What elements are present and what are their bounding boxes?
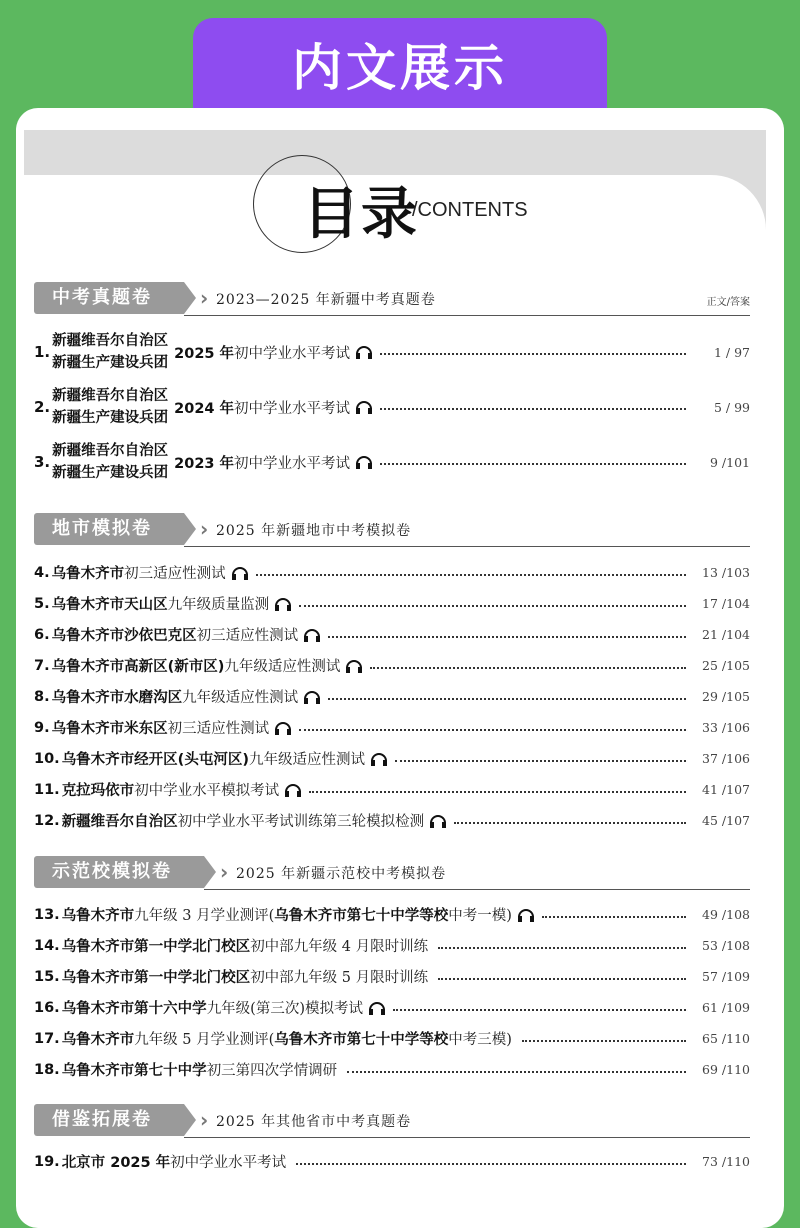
section-header-jiejian <box>34 1098 754 1142</box>
item-region: 乌鲁木齐市经开区(头屯河区) <box>61 752 249 768</box>
item-number: 15. <box>34 968 60 985</box>
item-page: 73 /110 <box>702 1154 750 1169</box>
item-region: 乌鲁木齐市米东区 <box>51 721 168 737</box>
section-header-dishi <box>34 507 754 551</box>
item-region: 新疆维吾尔自治区 新疆生产建设兵团 <box>52 443 169 481</box>
section-tag: 借鉴拓展卷 <box>34 1104 184 1136</box>
leader-dots <box>393 1009 686 1011</box>
item-page: 13 /103 <box>702 565 750 580</box>
item-number: 1. <box>34 343 51 361</box>
section-subtitle: 2023—2025 年新疆中考真题卷 <box>216 292 436 308</box>
leader-dots <box>380 463 686 465</box>
item-number: 18. <box>34 1061 60 1078</box>
section-tag: 示范校模拟卷 <box>34 856 204 888</box>
item-title: 初三第四次学情调研 <box>206 1063 338 1079</box>
leader-dots <box>395 760 686 762</box>
item-title: 初中学业水平模拟考试 <box>134 783 280 799</box>
item-page: 41 /107 <box>702 782 750 797</box>
item-number: 12. <box>34 812 60 829</box>
item-page: 9 /101 <box>710 454 750 470</box>
leader-dots <box>522 1040 686 1042</box>
item-page: 25 /105 <box>702 658 750 673</box>
toc-item[interactable] <box>34 966 750 987</box>
item-region: 乌鲁木齐市第一中学北门校区 <box>61 970 251 986</box>
toc-item[interactable] <box>34 717 750 738</box>
item-region: 新疆维吾尔自治区 新疆生产建设兵团 <box>52 388 169 426</box>
section-subtitle: 2025 年新疆示范校中考模拟卷 <box>236 866 447 882</box>
item-title-suffix: 中考三模) <box>448 1032 512 1048</box>
item-number: 3. <box>34 453 51 471</box>
item-title: 初三适应性测试 <box>167 721 270 737</box>
item-region: 乌鲁木齐市 <box>61 1032 135 1048</box>
item-region: 乌鲁木齐市沙依巴克区 <box>51 628 197 644</box>
item-page: 5 / 99 <box>713 399 750 415</box>
chevron-icon: › <box>200 1108 209 1132</box>
headphone-icon <box>356 456 370 468</box>
section-tag: 地市模拟卷 <box>34 513 184 545</box>
item-year: 2024 年 <box>174 400 235 417</box>
column-label: 正文/答案 <box>706 297 750 308</box>
item-region: 新疆维吾尔自治区 新疆生产建设兵团 <box>52 333 169 371</box>
item-title: 初中学业水平考试 <box>234 455 351 472</box>
toc-item[interactable] <box>34 330 750 374</box>
chevron-icon: › <box>200 286 209 310</box>
headphone-icon <box>304 691 318 703</box>
item-year: 2025 年 <box>174 345 235 362</box>
headphone-icon <box>369 1002 383 1014</box>
toc-item[interactable] <box>34 904 750 925</box>
item-number: 19. <box>34 1153 60 1170</box>
divider <box>184 315 750 316</box>
headphone-icon <box>356 346 370 358</box>
item-title: 九年级(第三次)模拟考试 <box>206 1001 364 1017</box>
headphone-icon <box>356 401 370 413</box>
item-page: 53 /108 <box>702 938 750 953</box>
item-region: 乌鲁木齐市第十六中学 <box>61 1001 207 1017</box>
headphone-icon <box>275 722 289 734</box>
item-region: 乌鲁木齐市天山区 <box>51 597 168 613</box>
toc-item[interactable] <box>34 935 750 956</box>
item-page: 37 /106 <box>702 751 750 766</box>
leader-dots <box>438 947 686 949</box>
toc-item[interactable] <box>34 1028 750 1049</box>
item-title: 初中学业水平考试 <box>234 400 351 417</box>
headphone-icon <box>430 815 444 827</box>
chevron-icon: › <box>220 860 229 884</box>
item-page: 61 /109 <box>702 1000 750 1015</box>
toc-item[interactable] <box>34 997 750 1018</box>
item-school: 乌鲁木齐市第七十中学等校 <box>274 908 449 924</box>
item-region: 乌鲁木齐市第七十中学 <box>61 1063 207 1079</box>
leader-dots <box>347 1071 686 1073</box>
banner-title: 内文展示 <box>193 18 607 110</box>
leader-dots <box>542 916 686 918</box>
item-title: 九年级 3 月学业测评( <box>134 908 275 924</box>
item-title-suffix: 中考一模) <box>448 908 512 924</box>
toc-item[interactable] <box>34 686 750 707</box>
toc-item[interactable] <box>34 440 750 484</box>
toc-item[interactable] <box>34 655 750 676</box>
leader-dots <box>380 353 686 355</box>
item-page: 21 /104 <box>702 627 750 642</box>
item-title: 初中学业水平考试 <box>234 345 351 362</box>
item-number: 8. <box>34 688 50 705</box>
item-title: 九年级适应性测试 <box>182 690 299 706</box>
chevron-icon: › <box>200 517 209 541</box>
chevron-icon <box>184 282 196 314</box>
headphone-icon <box>346 660 360 672</box>
divider <box>184 1137 750 1138</box>
headphone-icon <box>518 909 532 921</box>
toc-title: 目录 <box>303 181 419 247</box>
item-number: 10. <box>34 750 60 767</box>
item-page: 29 /105 <box>702 689 750 704</box>
leader-dots <box>256 574 686 576</box>
item-page: 65 /110 <box>702 1031 750 1046</box>
leader-dots <box>370 667 686 669</box>
item-title: 初中学业水平考试 <box>170 1155 287 1171</box>
item-title: 九年级适应性测试 <box>248 752 365 768</box>
toc-subtitle: /CONTENTS <box>412 199 528 221</box>
leader-dots <box>328 698 686 700</box>
leader-dots <box>380 408 686 410</box>
item-page: 33 /106 <box>702 720 750 735</box>
item-region: 乌鲁木齐市水磨沟区 <box>51 690 183 706</box>
item-title: 初三适应性测试 <box>124 566 226 582</box>
item-region: 北京市 2025 年 <box>61 1155 171 1171</box>
divider <box>184 546 750 547</box>
item-region: 克拉玛依市 <box>61 783 135 799</box>
item-page: 1 / 97 <box>713 344 750 360</box>
item-number: 9. <box>34 719 50 736</box>
section-tag: 中考真题卷 <box>34 282 184 314</box>
leader-dots <box>299 729 686 731</box>
item-region: 乌鲁木齐市高新区(新市区) <box>51 659 225 675</box>
item-title: 九年级质量监测 <box>167 597 270 613</box>
item-page: 17 /104 <box>702 596 750 611</box>
leader-dots <box>296 1163 686 1165</box>
item-number: 14. <box>34 937 60 954</box>
toc-item[interactable] <box>34 748 750 769</box>
item-number: 17. <box>34 1030 60 1047</box>
item-number: 6. <box>34 626 50 643</box>
item-number: 2. <box>34 398 51 416</box>
toc-item[interactable] <box>34 810 750 831</box>
item-number: 5. <box>34 595 50 612</box>
item-title: 九年级 5 月学业测评( <box>134 1032 275 1048</box>
toc-item[interactable] <box>34 593 750 614</box>
item-number: 16. <box>34 999 60 1016</box>
item-number: 7. <box>34 657 50 674</box>
item-region: 新疆维吾尔自治区 <box>61 814 178 830</box>
chevron-icon <box>184 513 196 545</box>
item-number: 13. <box>34 906 60 923</box>
leader-dots <box>438 978 686 980</box>
item-page: 57 /109 <box>702 969 750 984</box>
item-region: 乌鲁木齐市 <box>61 908 135 924</box>
item-page: 45 /107 <box>702 813 750 828</box>
toc-item[interactable] <box>34 624 750 645</box>
section-header-zhongkao <box>34 276 754 320</box>
item-page: 49 /108 <box>702 907 750 922</box>
headphone-icon <box>371 753 385 765</box>
toc-item[interactable] <box>34 385 750 429</box>
headphone-icon <box>232 567 246 579</box>
item-page: 69 /110 <box>702 1062 750 1077</box>
chevron-icon <box>204 856 216 888</box>
divider <box>204 889 750 890</box>
toc-item[interactable] <box>34 562 750 583</box>
leader-dots <box>309 791 686 793</box>
toc-item[interactable] <box>34 1151 750 1172</box>
toc-item[interactable] <box>34 1059 750 1080</box>
headphone-icon <box>275 598 289 610</box>
item-title: 初中学业水平考试训练第三轮模拟检测 <box>177 814 425 830</box>
item-region: 乌鲁木齐市 <box>51 566 125 582</box>
item-region: 乌鲁木齐市第一中学北门校区 <box>61 939 251 955</box>
headphone-icon <box>285 784 299 796</box>
leader-dots <box>328 636 686 638</box>
section-subtitle: 2025 年其他省市中考真题卷 <box>216 1114 412 1130</box>
item-number: 11. <box>34 781 60 798</box>
toc-item[interactable] <box>34 779 750 800</box>
leader-dots <box>454 822 686 824</box>
item-school: 乌鲁木齐市第七十中学等校 <box>274 1032 449 1048</box>
section-subtitle: 2025 年新疆地市中考模拟卷 <box>216 523 412 539</box>
leader-dots <box>299 605 686 607</box>
item-number: 4. <box>34 564 50 581</box>
item-title: 初中部九年级 4 月限时训练 <box>250 939 429 955</box>
section-header-shifanxiao <box>34 850 754 894</box>
chevron-icon <box>184 1104 196 1136</box>
item-year: 2023 年 <box>174 455 235 472</box>
item-title: 九年级适应性测试 <box>224 659 341 675</box>
item-title: 初三适应性测试 <box>196 628 299 644</box>
item-title: 初中部九年级 5 月限时训练 <box>250 970 429 986</box>
headphone-icon <box>304 629 318 641</box>
